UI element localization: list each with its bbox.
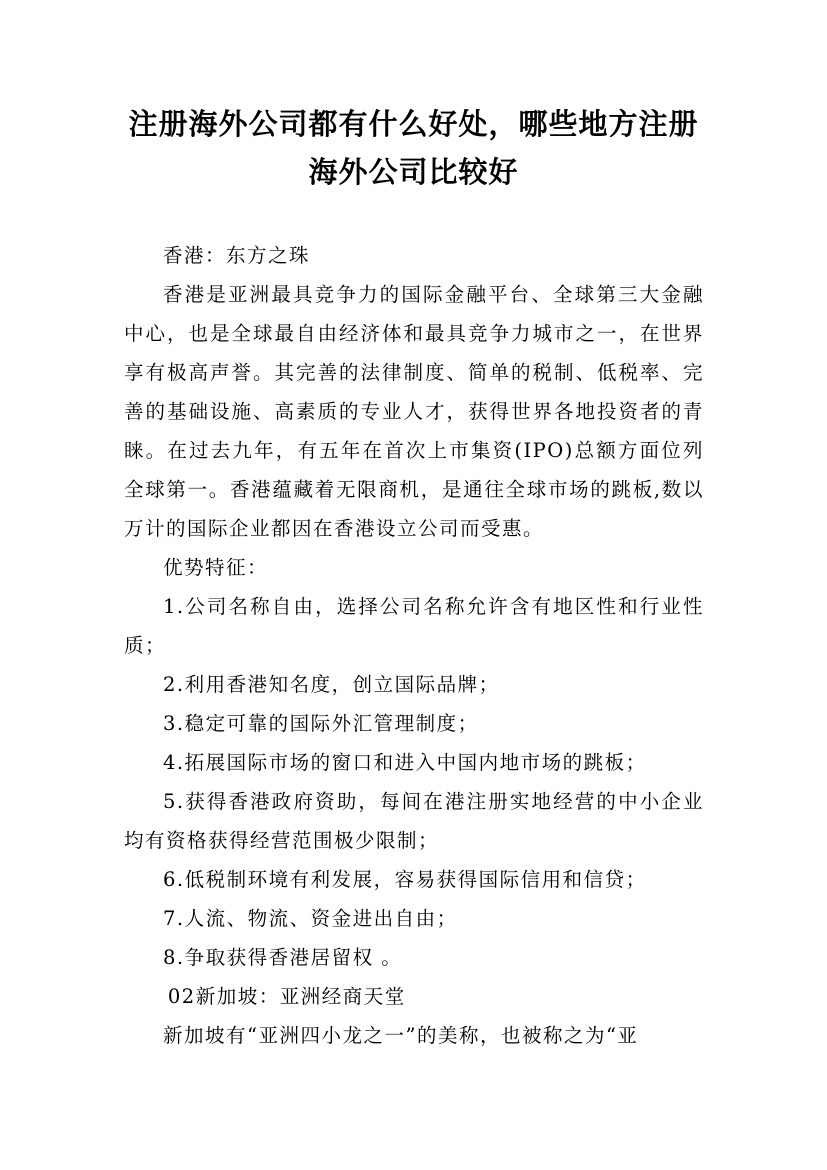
list-item: 1.公司名称自由，选择公司名称允许含有地区性和行业性质；	[124, 595, 704, 657]
list-item: 3.稳定可靠的国际外汇管理制度；	[163, 712, 479, 735]
advantages-heading: 优势特征：	[163, 556, 269, 579]
document-title	[120, 100, 707, 196]
paragraph-hongkong-intro: 香港是亚洲最具竞争力的国际金融平台、全球第三大金融中心，也是全球最自由经济体和最具竞争力城市之一，在世界享有极高声誉。其完善的法律制度、简单的税制、低税率、完善的基础设施、高素质的专业人才，获得世界各地投资者的青睐。在过去九年，有五年在首次上市集资(IPO)总额方面位列全球第一。香港蕴藏着无限商机，是通往全球市场的跳板,数以万计的国际企业都因在香港设立公司而受惠。	[124, 283, 704, 540]
title-line-2: 海外公司比较好	[308, 155, 519, 189]
list-item: 2.利用香港知名度，创立国际品牌；	[163, 673, 500, 696]
section-heading-singapore: 02新加坡：亚洲经商天堂	[167, 985, 406, 1008]
section-heading-hongkong: 香港：东方之珠	[163, 244, 311, 267]
paragraph-singapore-intro: 新加坡有“亚洲四小龙之一”的美称，也被称之为“亚	[163, 1024, 639, 1047]
list-item: 7.人流、物流、资金进出自由；	[163, 907, 458, 930]
document-body	[124, 236, 704, 1055]
list-item: 4.拓展国际市场的窗口和进入中国内地市场的跳板；	[163, 751, 647, 774]
list-item: 8.争取获得香港居留权 。	[163, 946, 403, 969]
list-item: 5.获得香港政府资助，每间在港注册实地经营的中小企业均有资格获得经营范围极少限制；	[124, 790, 704, 852]
list-item: 6.低税制环境有利发展，容易获得国际信用和信贷；	[163, 868, 647, 891]
title-line-1: 注册海外公司都有什么好处，哪些地方注册	[128, 107, 699, 141]
